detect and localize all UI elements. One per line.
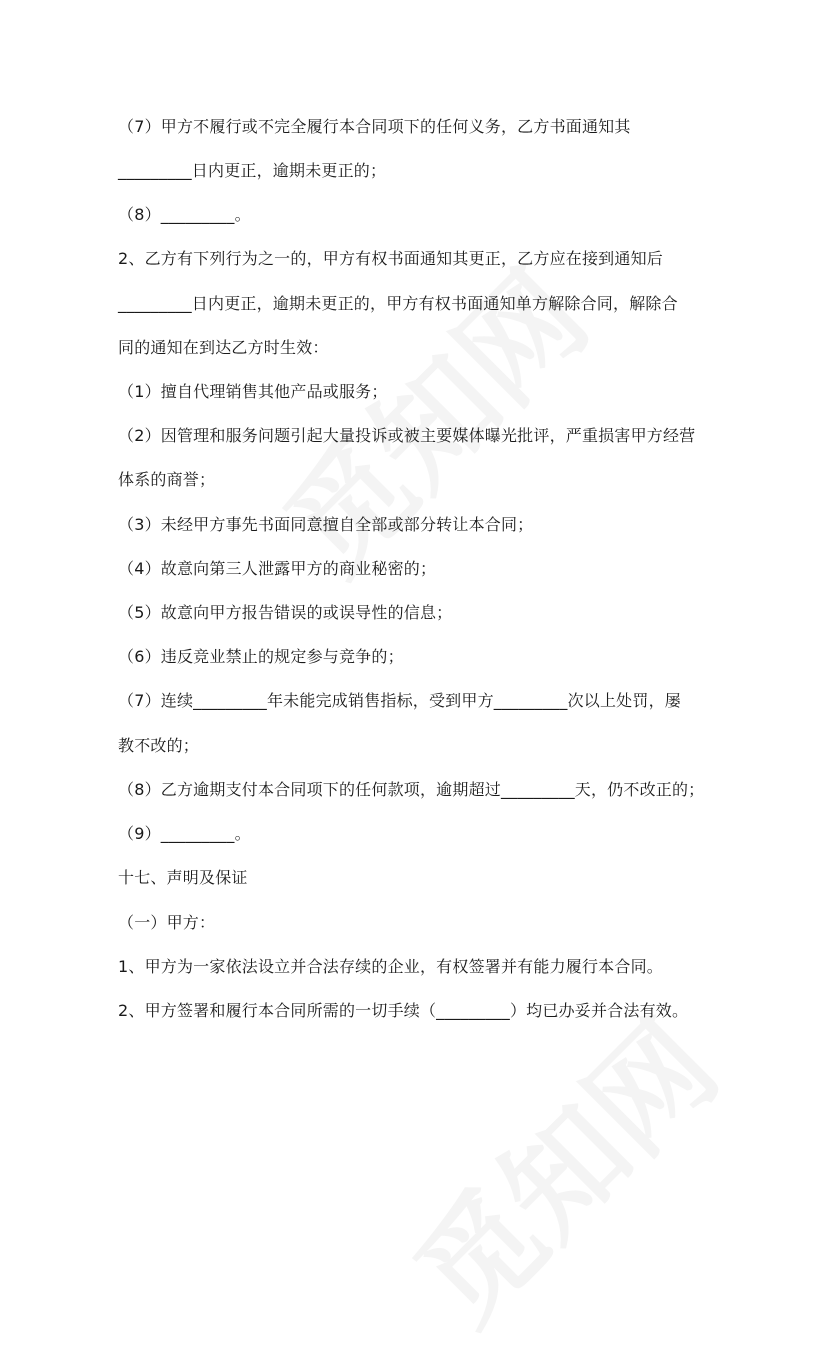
watermark-bottom: [372, 978, 748, 1354]
subsection-heading: （一）甲方：: [118, 913, 216, 932]
clause-line: （8）乙方逾期支付本合同项下的任何款项，逾期超过_________天，仍不改正的；: [118, 780, 705, 799]
clause-line: 教不改的；: [118, 736, 200, 755]
section-heading: 十七、声明及保证: [118, 868, 248, 887]
clause-line: （1）擅自代理销售其他产品或服务；: [118, 382, 388, 401]
clause-line: （3）未经甲方事先书面同意擅自全部或部分转让本合同；: [118, 515, 534, 534]
clause-line: _________日内更正，逾期未更正的；: [118, 161, 387, 180]
clause-line: 体系的商誉；: [118, 470, 216, 489]
clause-line: 2、甲方签署和履行本合同所需的一切手续（_________）均已办妥并合法有效。: [118, 1001, 689, 1020]
clause-line: （5）故意向甲方报告错误的或误导性的信息；: [118, 603, 453, 622]
clause-line: 2、乙方有下列行为之一的，甲方有权书面通知其更正，乙方应在接到通知后: [118, 249, 663, 268]
clause-line: （2）因管理和服务问题引起大量投诉或被主要媒体曝光批评，严重损害甲方经营: [118, 426, 696, 445]
clause-line: （4）故意向第三人泄露甲方的商业秘密的；: [118, 559, 437, 578]
clause-line: （7）连续_________年未能完成销售指标，受到甲方_________次以上处罚，屡: [118, 691, 681, 710]
clause-line: 1、甲方为一家依法设立并合法存续的企业，有权签署并有能力履行本合同。: [118, 957, 663, 976]
watermark: [242, 228, 618, 604]
clause-line: 同的通知在到达乙方时生效：: [118, 338, 329, 357]
clause-line: （7）甲方不履行或不完全履行本合同项下的任何义务，乙方书面通知其: [118, 117, 631, 136]
clause-line: （6）违反竞业禁止的规定参与竞争的；: [118, 647, 404, 666]
clause-line: _________日内更正，逾期未更正的，甲方有权书面通知单方解除合同，解除合: [118, 294, 678, 313]
clause-line: （8）_________。: [118, 205, 251, 224]
clause-line: （9）_________。: [118, 824, 251, 843]
